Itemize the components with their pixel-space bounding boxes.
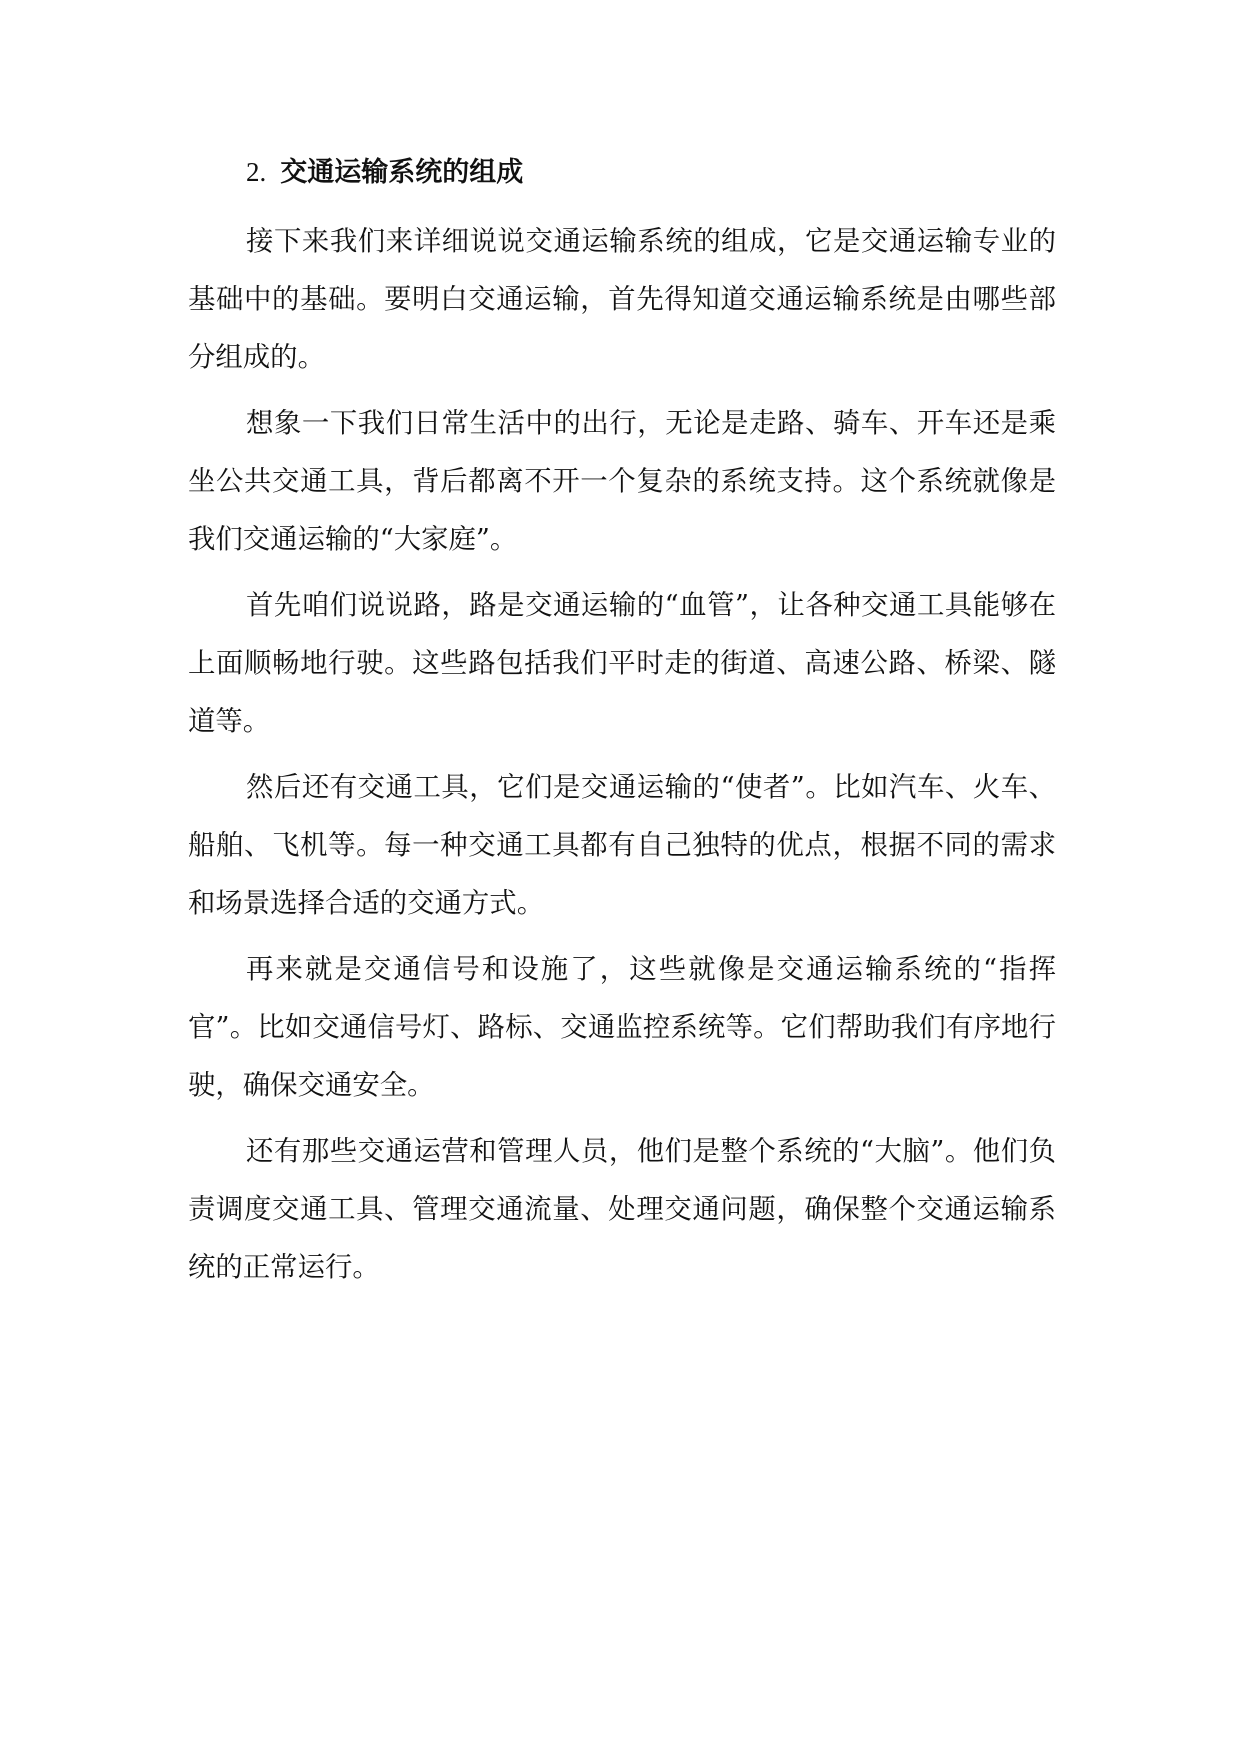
section-title: 交通运输系统的组成 xyxy=(280,157,524,188)
paragraph-roads: 首先咱们说说路，路是交通运输的“血管”，让各种交通工具能够在上面顺畅地行驶。这些路包括我们平时走的街道、高速公路、桥梁、隧道等。 xyxy=(188,590,1056,737)
paragraph-intro: 接下来我们来详细说说交通运输系统的组成，它是交通运输专业的基础中的基础。要明白交通运输，首先得知道交通运输系统是由哪些部分组成的。 xyxy=(188,226,1056,373)
document-body xyxy=(188,140,1056,1297)
paragraph-signals-facilities: 再来就是交通信号和设施了，这些就像是交通运输系统的“指挥官”。比如交通信号灯、路标、交通监控系统等。它们帮助我们有序地行驶，确保交通安全。 xyxy=(188,954,1056,1101)
paragraph-operations-management: 还有那些交通运营和管理人员，他们是整个系统的“大脑”。他们负责调度交通工具、管理交通流量、处理交通问题，确保整个交通运输系统的正常运行。 xyxy=(188,1136,1056,1283)
paragraph-vehicles: 然后还有交通工具，它们是交通运输的“使者”。比如汽车、火车、船舶、飞机等。每一种交通工具都有自己独特的优点，根据不同的需求和场景选择合适的交通方式。 xyxy=(188,772,1056,919)
paragraph-daily-travel: 想象一下我们日常生活中的出行，无论是走路、骑车、开车还是乘坐公共交通工具，背后都离不开一个复杂的系统支持。这个系统就像是我们交通运输的“大家庭”。 xyxy=(188,408,1056,555)
section-number: 2. xyxy=(246,157,267,187)
section-heading xyxy=(188,140,1056,205)
